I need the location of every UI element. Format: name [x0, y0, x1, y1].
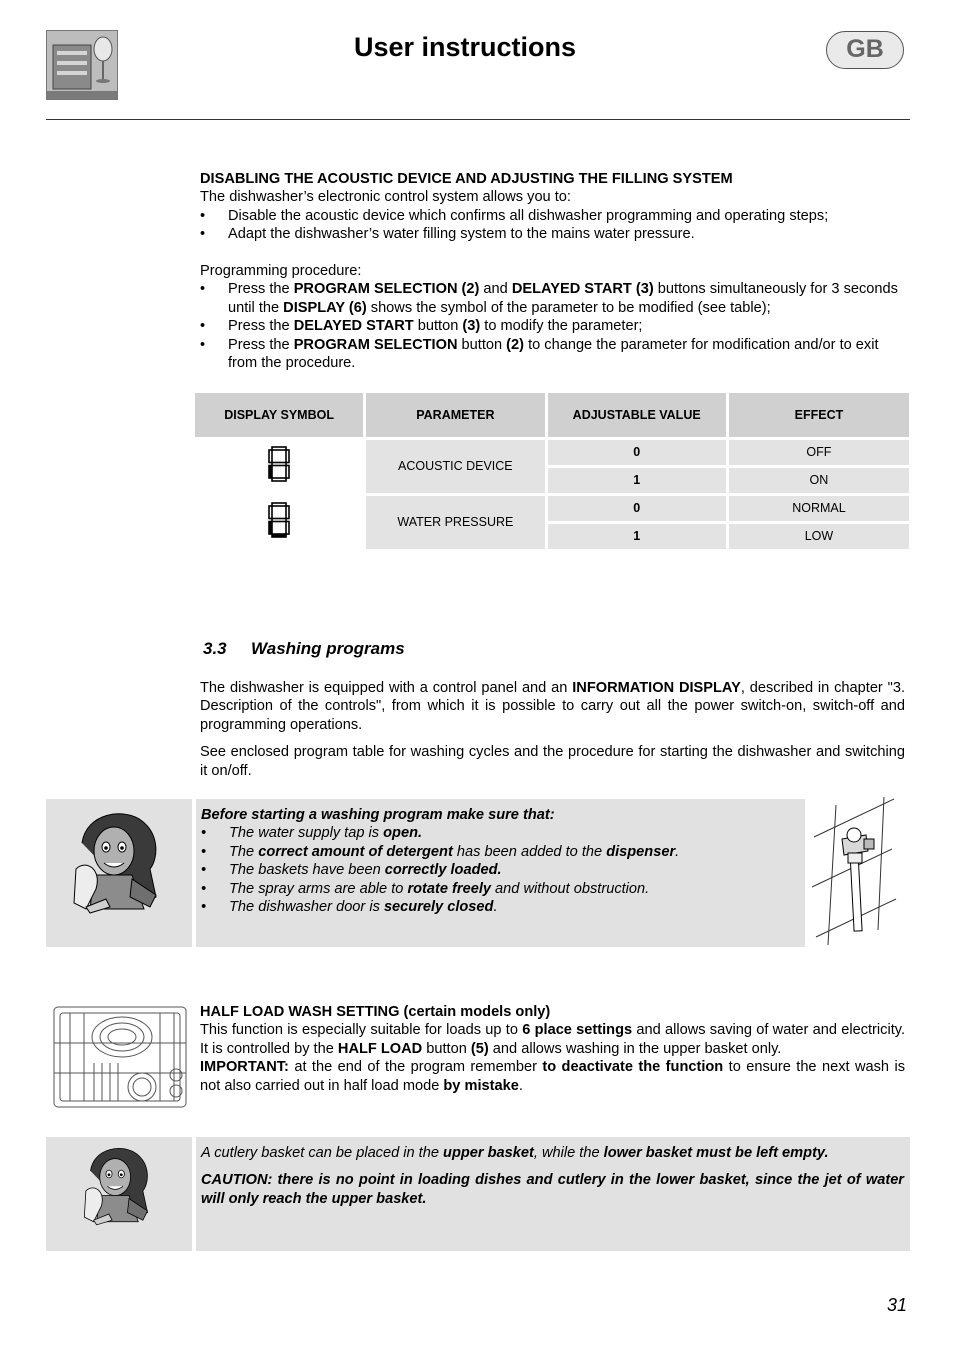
note-illustration-cell: [46, 799, 192, 947]
water-tap-icon: [808, 795, 898, 950]
list-item: • The correct amount of detergent has been added to the dispenser.: [201, 843, 800, 861]
table-row: [195, 440, 909, 465]
dishwasher-logo-icon: [46, 30, 118, 100]
list-item: • The spray arms are able to rotate freely and without obstruction.: [201, 880, 800, 898]
list-item: • The water supply tap is open.: [201, 824, 800, 842]
value-cell: 0: [548, 496, 726, 521]
value-cell: 0: [548, 440, 726, 465]
column-header: EFFECT: [729, 393, 909, 437]
helper-woman-icon: [46, 799, 192, 947]
half-load-section: [200, 1003, 905, 1095]
header-divider: [46, 119, 910, 120]
cutlery-basket-note: [196, 1137, 910, 1251]
procedure-steps: [200, 280, 905, 372]
display-symbol-cell: [195, 440, 363, 493]
list-item: • The dishwasher door is securely closed.: [201, 898, 800, 916]
washing-programs-text: [200, 679, 905, 780]
note-illustration-cell: [46, 1137, 192, 1251]
paragraph: See enclosed program table for washing cycles and the procedure for starting the dishwasher and switching it on/off.: [200, 744, 905, 779]
parameter-cell: WATER PRESSURE: [366, 496, 544, 549]
page-title: User instructions: [354, 32, 577, 62]
column-header: PARAMETER: [366, 393, 544, 437]
list-item: • Adapt the dishwasher’s water filling system to the mains water pressure.: [200, 225, 905, 243]
procedure-label: Programming procedure:: [200, 263, 362, 280]
acoustic-section: [200, 170, 905, 372]
important-paragraph: IMPORTANT: at the end of the program remember to deactivate the function to ensure the next wash is not also carried out in half load mode by mistake.: [200, 1059, 905, 1094]
caution-text: CAUTION: there is no point in loading dishes and cutlery in the lower basket, since the jet of water will only reach the upper basket.: [201, 1172, 904, 1207]
seven-segment-display-icon: [264, 500, 294, 540]
section-heading: DISABLING THE ACOUSTIC DEVICE AND ADJUSTING THE FILLING SYSTEM: [200, 171, 733, 187]
section-name: Washing programs: [251, 639, 405, 658]
effect-cell: OFF: [729, 440, 909, 465]
paragraph: The dishwasher is equipped with a control panel and an INFORMATION DISPLAY, described in chapter "3. Description of the controls", from which it is possible to carry out all the power switch-on, switch-off and programming operations.: [200, 680, 905, 733]
list-item: • Press the DELAYED START button (3) to modify the parameter;: [200, 317, 905, 335]
column-header: ADJUSTABLE VALUE: [548, 393, 726, 437]
page-number: 31: [887, 1295, 908, 1315]
seven-segment-display-icon: [264, 444, 294, 484]
list-item: • Press the PROGRAM SELECTION (2) and DELAYED START (3) buttons simultaneously for 3 seconds until the DISPLAY (6) shows the symbol of the parameter to be modified (see table);: [200, 280, 905, 317]
dish-rack-icon: [50, 1003, 190, 1113]
pre-wash-checklist: [196, 799, 805, 947]
parameter-table: [192, 390, 912, 552]
helper-woman-icon: [46, 1137, 192, 1251]
column-header: DISPLAY SYMBOL: [195, 393, 363, 437]
checklist: [201, 824, 800, 916]
value-cell: 1: [548, 468, 726, 493]
effect-cell: ON: [729, 468, 909, 493]
paragraph: This function is especially suitable for loads up to 6 place settings and allows saving of water and electricity. It is controlled by the HALF LOAD button (5) and allows washing in the upper basket only.: [200, 1022, 906, 1057]
feature-list: [200, 207, 905, 244]
list-item: • Press the PROGRAM SELECTION button (2) to change the parameter for modification and/or to exit from the procedure.: [200, 336, 905, 373]
display-symbol-cell: [195, 496, 363, 549]
list-item: • Disable the acoustic device which confirms all dishwasher programming and operating steps;: [200, 207, 905, 225]
table-header-row: [195, 393, 909, 437]
intro-text: The dishwasher’s electronic control system allows you to:: [200, 189, 571, 206]
list-item: • The baskets have been correctly loaded.: [201, 861, 800, 879]
section-number: 3.3: [203, 639, 227, 658]
language-badge: GB: [826, 31, 904, 69]
section-heading: HALF LOAD WASH SETTING (certain models only): [200, 1004, 551, 1020]
table-row: [195, 496, 909, 521]
value-cell: 1: [548, 524, 726, 549]
parameter-cell: ACOUSTIC DEVICE: [366, 440, 544, 493]
note-heading: Before starting a washing program make sure that:: [201, 807, 555, 823]
effect-cell: NORMAL: [729, 496, 909, 521]
section-title: [203, 638, 405, 660]
note-line: A cutlery basket can be placed in the upper basket, while the lower basket must be left empty.: [201, 1145, 829, 1161]
effect-cell: LOW: [729, 524, 909, 549]
